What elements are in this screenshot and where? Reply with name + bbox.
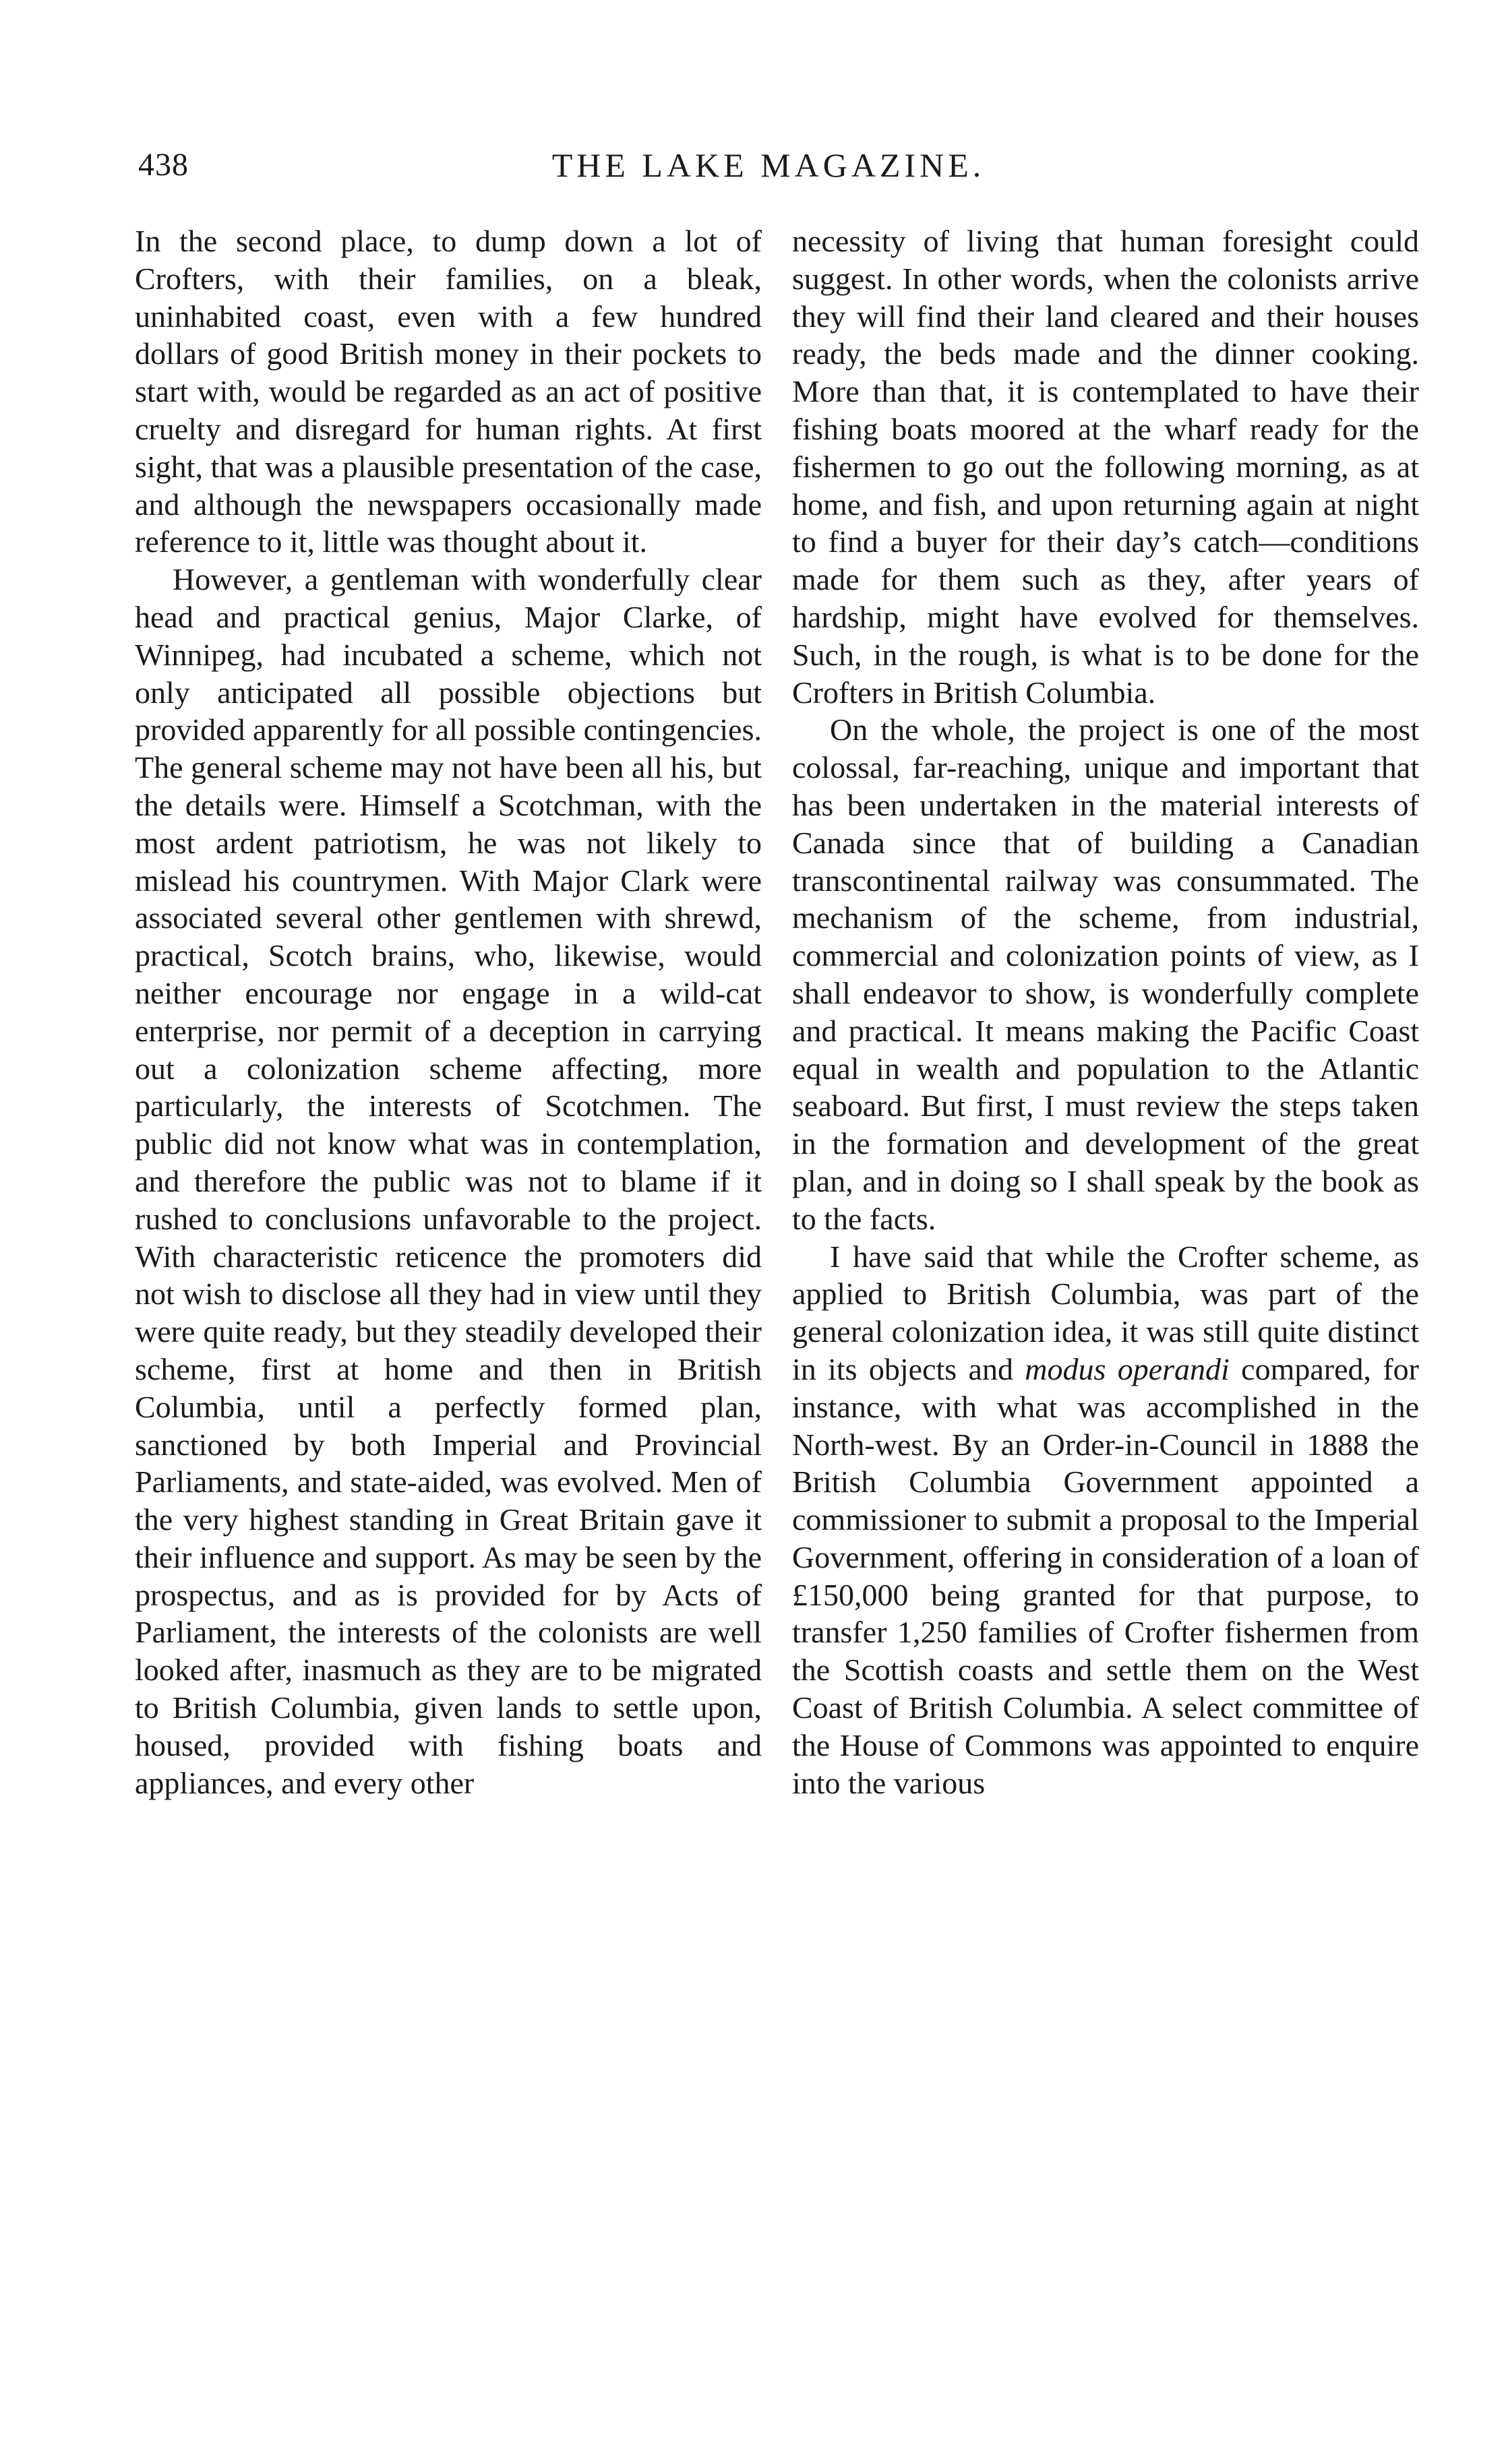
left-paragraph-1: In the second place, to dump down a lot of Crofters, with their families, on a bleak, uninhabited coast, even with a few hundred dollars of good British money in their pockets to start with, would be regarded as an act of positive cruelty and disregard for human rights. At first sight, that was a plausible presentation of the case, and although the newspapers occasionally made reference to it, little was thought about it. [135,224,762,559]
right-paragraph-3-text-b: compared, for instance, with what was accomplished in the North-west. By an Order-in-Council in 1888 the British Columbia Government appointed a commissioner to submit a proposal to the Imperial Government, offering in consideration of a loan of £150,000 being granted for that purpose, to transfer 1,250 families of Crofter fishermen from the Scottish coasts and settle them on the West Coast of British Columbia. A select committee of the House of Commons was appointed to enquire into the various [792,1351,1419,1800]
left-paragraph-2: However, a gentleman with wonderfully clear head and practical genius, Major Clarke, of Winnipeg, had incubated a scheme, which not only anticipated all possible objections but provided apparently for all possible contingencies. The general scheme may not have been all his, but the details were. Himself a Scotchman, with the most ardent patriotism, he was not likely to mislead his countrymen. With Major Clark were associated several other gentlemen with shrewd, practical, Scotch brains, who, likewise, would neither encourage nor engage in a wild-cat enterprise, nor permit of a deception in carrying out a colonization scheme affecting, more particularly, the interests of Scotchmen. The public did not know what was in contemplation, and therefore the public was not to blame if it rushed to conclusions unfavorable to the project. With characteristic reticence the promoters did not wish to disclose all they had in view until they were quite ready, but they steadily developed their scheme, first at home and then in British Columbia, until a perfectly formed plan, sanctioned by both Imperial and Provincial Parliaments, and state-aided, was evolved. Men of the very highest standing in Great Britain gave it their influence and support. As may be seen by the prospectus, and as is provided for by Acts of Parliament, the interests of the colonists are well looked after, inasmuch as they are to be migrated to British Columbia, given lands to settle upon, housed, provided with fishing boats and appliances, and every other [135,562,762,1800]
right-paragraph-1: necessity of living that human foresight could suggest. In other words, when the colonists arrive they will find their land cleared and their houses ready, the beds made and the dinner cooking. More than that, it is contemplated to have their fishing boats moored at the wharf ready for the fishermen to go out the following morning, as at home, and fish, and upon returning again at night to find a buyer for their day’s catch—conditions made for them such as they, after years of hardship, might have evolved for themselves. Such, in the rough, is what is to be done for the Crofters in British Columbia. [792,224,1419,710]
running-title: THE LAKE MAGAZINE. [551,146,986,184]
left-column [135,222,762,1801]
right-column [792,222,1419,1801]
right-paragraph-3-text-a: I have said that while the Crofter scheme, as applied to British Columbia, was part of the general colonization idea, it was still quite distinct in its objects and [792,1239,1419,1386]
right-paragraph-3 [792,1238,1419,1802]
page-header [138,145,1399,192]
latin-phrase: modus operandi [1025,1351,1230,1386]
right-paragraph-2: On the whole, the project is one of the most colossal, far-reaching, unique and important that has been undertaken in the material interests of Canada since that of building a Canadian transcontinental railway was consummated. The mechanism of the scheme, from industrial, commercial and colonization points of view, as I shall endeavor to show, is wonderfully complete and practical. It means making the Pacific Coast equal in wealth and population to the Atlantic seaboard. But first, I must review the steps taken in the formation and development of the great plan, and in doing so I shall speak by the book as to the facts. [792,712,1419,1236]
page-number: 438 [138,147,189,183]
